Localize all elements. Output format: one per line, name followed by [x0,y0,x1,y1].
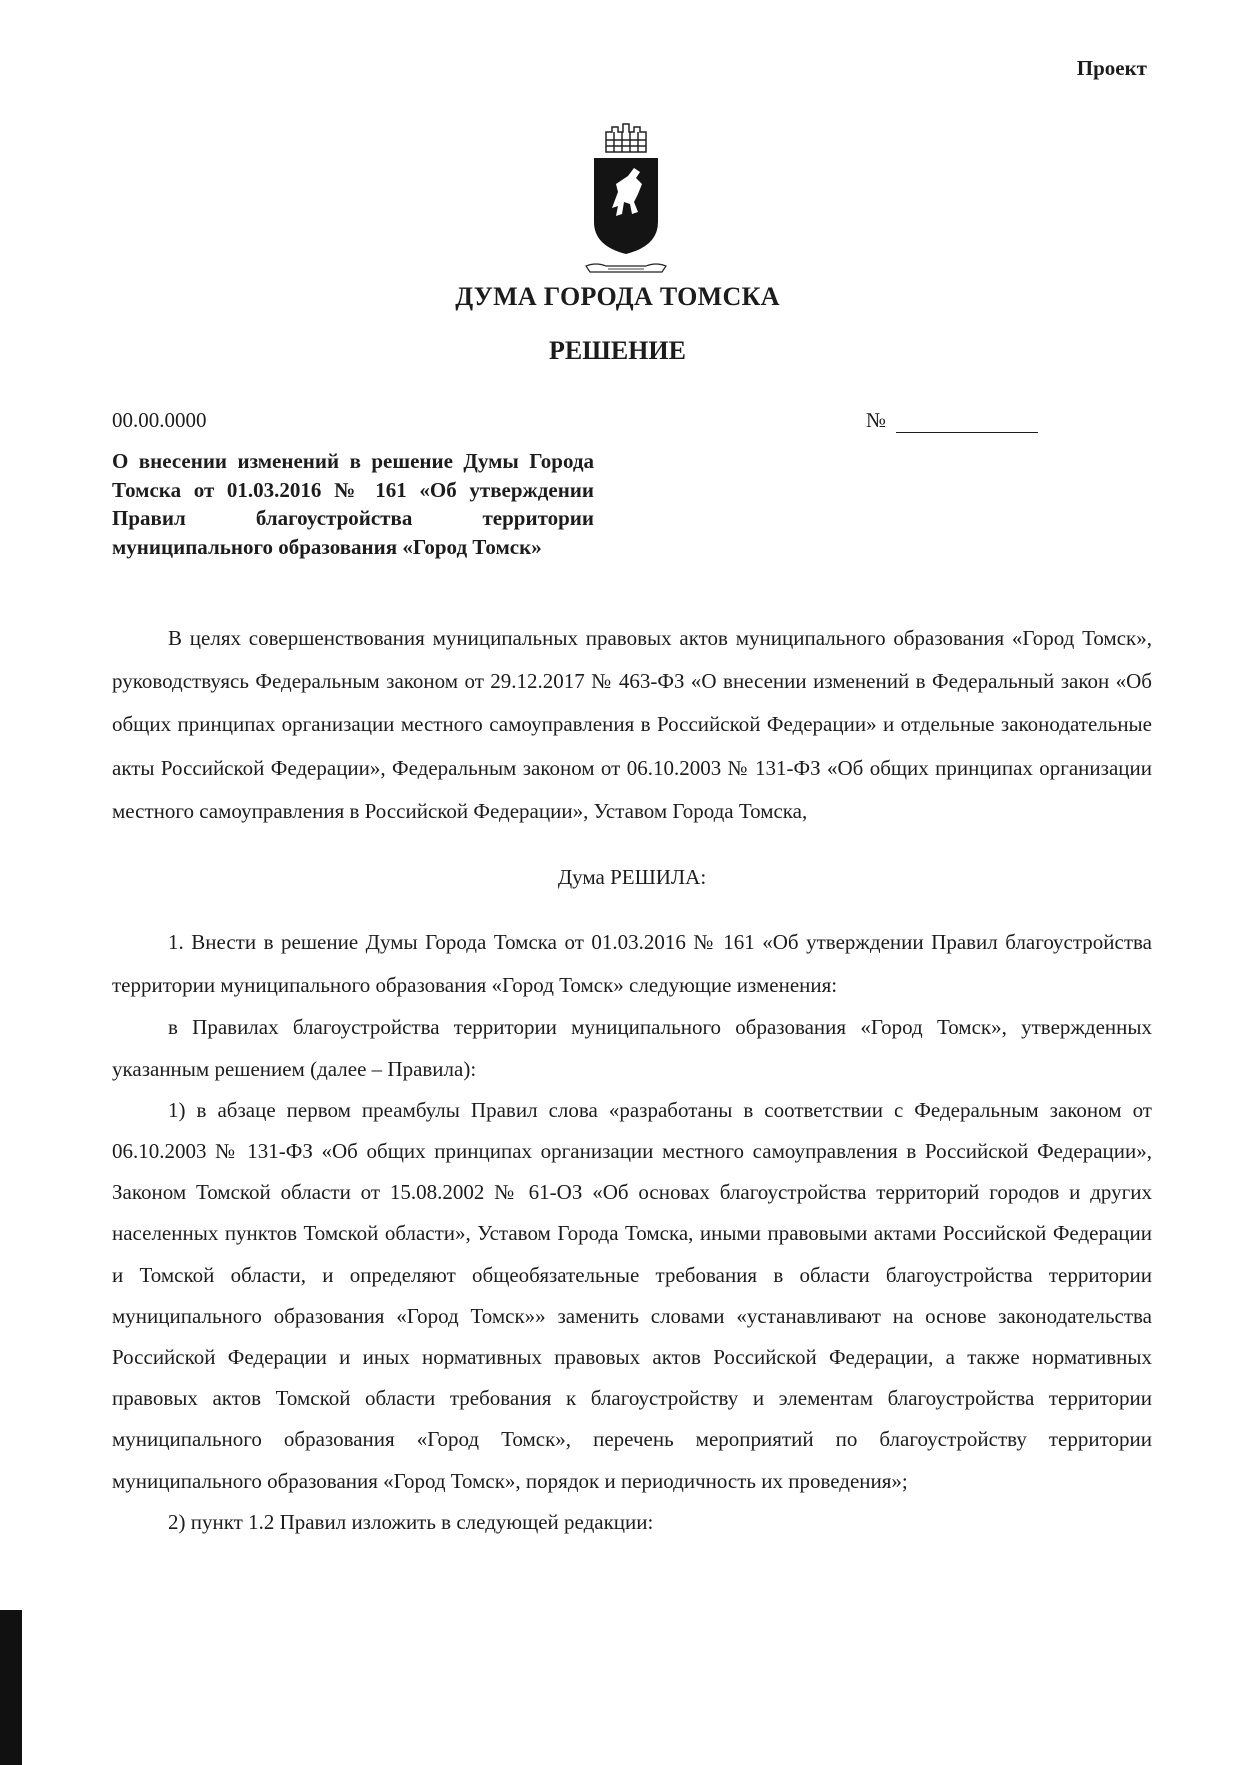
document-date: 00.00.0000 [112,408,207,432]
scan-edge-mark [0,1610,22,1765]
document-number [866,408,1038,433]
preamble-paragraph: В целях совершенствования муниципальных правовых актов муниципального образования «Город Томск», руководствуясь Федеральным законом от 29.12.2017 № 463-ФЗ «О внесении изменений в Федеральный закон «Об общих принципах организации местного самоуправления в Российской Федерации» и отдельные законодательные акты Российской Федерации», Федеральным законом от 06.10.2003 № 131-ФЗ «Об общих принципах организации местного самоуправления в Российской Федерации», Уставом Города Томска, [112,626,1152,823]
tomsk-coat-of-arms-icon [576,122,676,282]
document-type: РЕШЕНИЕ [549,336,686,365]
draft-stamp: Проект [1076,56,1147,80]
subitem-1-paragraph: 1) в абзаце первом преамбулы Правил слова «разработаны в соответствии с Федеральным законом от 06.10.2003 № 131-ФЗ «Об общих принципах организации местного самоуправления в Российской Федерации», Законом Томской области от 15.08.2002 № 61-ОЗ «Об основах благоустройства территорий городов и других населенных пунктов Томской области», Уставом Города Томска, иными правовыми актами Российской Федерации и Томской области, и определяют общеобязательные требования в области благоустройства территории муниципального образования «Город Томск»» заменить словами «устанавливают на основе законодательства Российской Федерации и иных нормативных правовых актов Российской Федерации, а также нормативных правовых актов Томской области требования к благоустройству и элементам благоустройства территории муниципального образования «Город Томск», перечень мероприятий по благоустройству территории муниципального образования «Город Томск», порядок и периодичность их проведения»; [112,1097,1152,1493]
subitem-2-paragraph: 2) пункт 1.2 Правил изложить в следующей редакции: [168,1509,654,1534]
number-label: № [866,408,887,432]
document-body [112,617,1152,1543]
number-blank-line [896,414,1038,433]
organization-title: ДУМА ГОРОДА ТОМСКА [455,282,780,311]
item-1-paragraph: 1. Внести в решение Думы Города Томска от 01.03.2016 № 161 «Об утверждении Правил благоустройства территории муниципального образования «Город Томск» следующие изменения: [112,930,1152,998]
document-subject: О внесении изменений в решение Думы Города Томска от 01.03.2016 № 161 «Об утверждении Правил благоустройства территории муниципального образования «Город Томск» [112,449,594,559]
decision-heading: Дума РЕШИЛА: [557,865,707,890]
item-1-intro-paragraph: в Правилах благоустройства территории муниципального образования «Город Томск», утвержденных указанным решением (далее – Правила): [112,1015,1152,1081]
